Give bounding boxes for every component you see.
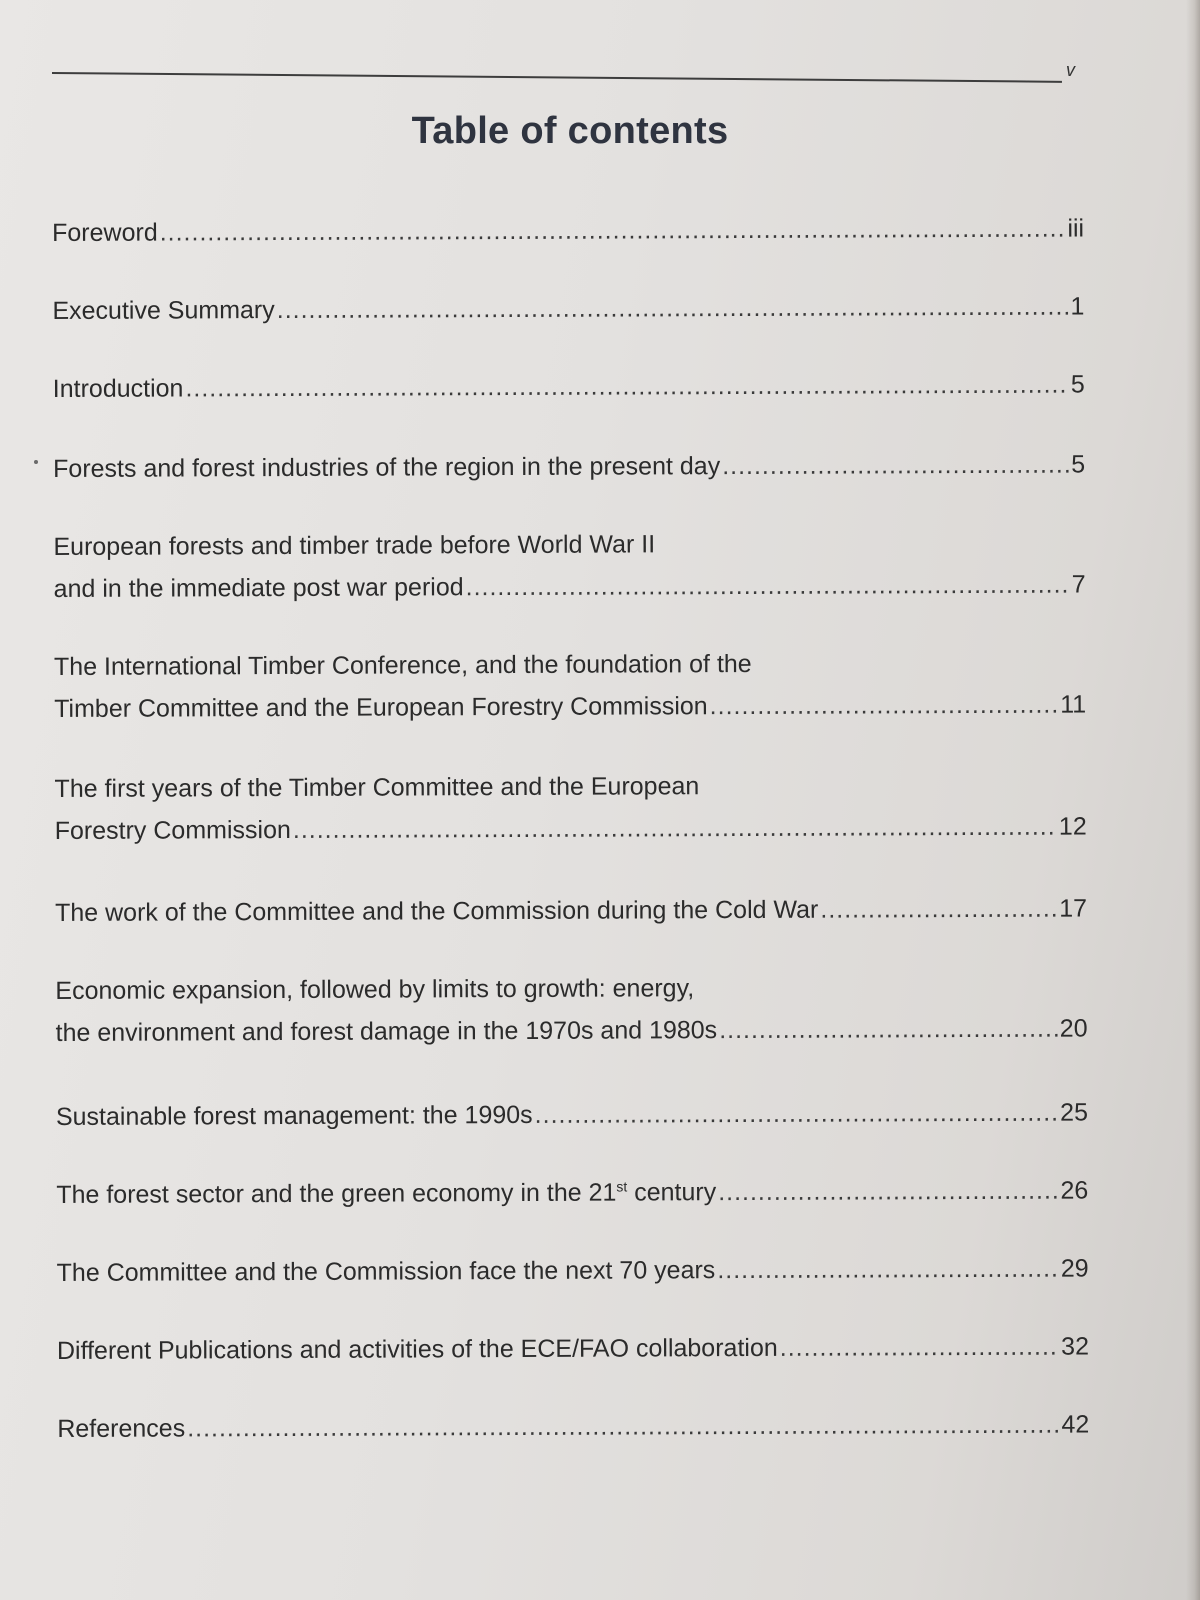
toc-entry-page: 25 xyxy=(1060,1098,1088,1127)
toc-entry-title: References xyxy=(57,1414,186,1443)
toc-entry-title: Forestry Commission xyxy=(54,815,291,845)
toc-entry-economic-expansion[interactable] xyxy=(55,965,1087,1054)
toc-entry-title: and in the immediate post war period xyxy=(53,573,464,603)
toc-entry-forests-present-day[interactable] xyxy=(53,443,1085,490)
toc-entry-title-line1: The International Timber Conference, and the foundation of the xyxy=(53,649,752,681)
dot-leader xyxy=(277,286,1069,331)
dot-leader xyxy=(780,1326,1060,1369)
toc-entry-title: The work of the Committee and the Commission during the Cold War xyxy=(54,895,819,927)
toc-entry-page: 26 xyxy=(1060,1176,1089,1205)
toc-entry-title: The Committee and the Commission face the next 70 years xyxy=(56,1256,716,1287)
toc-entry-international-timber-conference[interactable] xyxy=(54,641,1086,730)
dot-leader xyxy=(185,364,1069,410)
toc-entry-sustainable-forest-management[interactable] xyxy=(56,1091,1088,1138)
header-page-number: v xyxy=(1066,60,1075,80)
toc-entry-page: 32 xyxy=(1061,1332,1090,1361)
dot-leader xyxy=(718,1170,1058,1213)
dot-leader xyxy=(160,208,1066,254)
toc-entry-executive-summary[interactable] xyxy=(52,285,1084,332)
toc-entry-page: 29 xyxy=(1060,1254,1089,1283)
page-title: Table of contents xyxy=(411,110,729,152)
dot-leader xyxy=(535,1092,1059,1136)
toc-entry-cold-war[interactable] xyxy=(55,887,1087,934)
toc-entry-foreword[interactable] xyxy=(52,207,1084,254)
toc-entry-title-before: The forest sector and the green economy in the 21 xyxy=(56,1178,617,1209)
toc-entry-title-line1: European forests and timber trade before World War II xyxy=(53,530,656,561)
dot-leader xyxy=(820,888,1057,931)
toc-entry-publications[interactable] xyxy=(57,1325,1089,1372)
paper-speck xyxy=(34,460,38,464)
toc-entry-european-forests-pre-war[interactable] xyxy=(53,521,1085,610)
toc-entry-title: Foreword xyxy=(52,218,158,247)
toc-entry-page: 5 xyxy=(1070,370,1085,399)
dot-leader xyxy=(187,1404,1060,1450)
dot-leader xyxy=(717,1248,1059,1291)
toc-entry-title: Introduction xyxy=(52,374,184,403)
toc-entry-page: 20 xyxy=(1059,1014,1088,1043)
toc-entry-green-economy[interactable] xyxy=(56,1169,1088,1216)
dot-leader xyxy=(466,564,1070,609)
page-edge-shadow xyxy=(1186,0,1200,1600)
toc-entry-title: Forests and forest industries of the region in the present day xyxy=(53,452,721,483)
toc-entry-title-line1: The first years of the Timber Committee and the European xyxy=(54,772,700,803)
toc-entry-title: Different Publications and activities of the ECE/FAO collaboration xyxy=(56,1333,778,1365)
dot-leader xyxy=(719,1008,1058,1051)
toc-entry-title-line1: Economic expansion, followed by limits to growth: energy, xyxy=(55,974,695,1005)
ordinal-suffix: st xyxy=(616,1178,628,1195)
toc-entry-title xyxy=(56,1171,716,1216)
toc-entry-page: 12 xyxy=(1058,812,1087,841)
toc-entry-title: Sustainable forest management: the 1990s xyxy=(55,1100,533,1131)
toc-entry-title: Executive Summary xyxy=(52,296,275,325)
toc-entry-page: 5 xyxy=(1071,450,1086,479)
header-rule xyxy=(52,72,1062,83)
toc-entry-next-70-years[interactable] xyxy=(57,1247,1089,1294)
toc-entry-title-after: century xyxy=(627,1178,717,1207)
dot-leader xyxy=(293,806,1057,851)
table-of-contents xyxy=(52,207,1090,1443)
toc-entry-introduction[interactable] xyxy=(53,363,1085,410)
toc-entry-title: the environment and forest damage in the 1970s and 1980s xyxy=(55,1016,718,1047)
toc-entry-page: 1 xyxy=(1070,292,1085,321)
toc-entry-page: 7 xyxy=(1071,570,1086,599)
toc-entry-page: 42 xyxy=(1061,1410,1090,1439)
toc-entry-page: 11 xyxy=(1060,690,1087,719)
dot-leader xyxy=(722,444,1069,488)
toc-entry-first-years[interactable] xyxy=(54,763,1086,852)
toc-entry-title: Timber Committee and the European Forestry Commission xyxy=(54,692,708,723)
dot-leader xyxy=(710,684,1059,728)
toc-entry-page: 17 xyxy=(1059,894,1088,923)
toc-entry-references[interactable] xyxy=(57,1403,1089,1450)
toc-entry-page: iii xyxy=(1067,214,1085,243)
